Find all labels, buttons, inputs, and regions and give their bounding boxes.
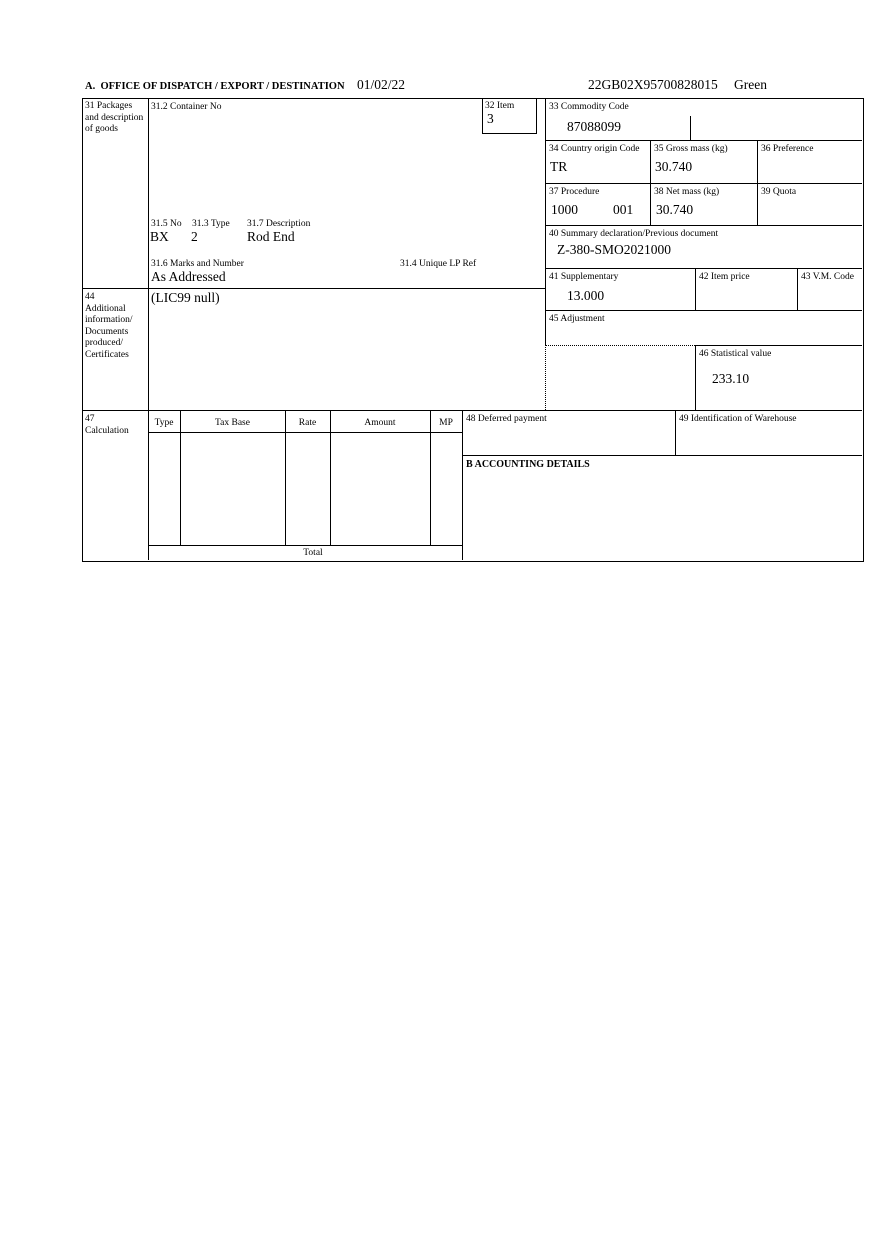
divider-row41-top — [545, 268, 862, 269]
calc-header-rate: Rate — [298, 418, 317, 428]
calc-col-type-border — [180, 410, 181, 545]
calc-header-mp: MP — [439, 418, 453, 428]
divider-row40-top — [545, 225, 862, 226]
box33-label: 33 Commodity Code — [549, 102, 629, 112]
box44-label — [85, 292, 147, 361]
form-outer-border — [82, 98, 864, 562]
box31-2-label: 31.2 Container No — [151, 102, 222, 112]
box39-label: 39 Quota — [761, 187, 797, 197]
box44-value: (LIC99 null) — [151, 290, 220, 305]
box43-label: 43 V.M. Code — [801, 272, 854, 282]
divider-col43 — [797, 268, 798, 310]
accounting-top-border — [462, 455, 862, 456]
goods-right-divider — [545, 98, 546, 345]
box38-label: 38 Net mass (kg) — [654, 187, 720, 197]
box31-6-value: As Addressed — [151, 269, 226, 284]
calc-header-type: Type — [154, 418, 174, 428]
box31-5-value: BX — [150, 229, 169, 244]
box32-value: 3 — [487, 111, 494, 126]
box46-label: 46 Statistical value — [699, 349, 772, 359]
box46-value: 233.10 — [712, 371, 750, 386]
box38-value: 30.740 — [656, 202, 694, 217]
calc-total-top-border — [148, 545, 462, 546]
box31-label: 31 Packages and description of goods — [85, 101, 144, 135]
divider-row34-top — [545, 140, 862, 141]
box31-4-label: 31.4 Unique LP Ref — [400, 259, 477, 269]
box41-value: 13.000 — [567, 288, 605, 303]
declaration-date: 01/02/22 — [357, 77, 406, 92]
divider-col49 — [675, 410, 676, 455]
calc-table-right-border — [462, 410, 463, 560]
accounting-details-label: B ACCOUNTING DETAILS — [466, 459, 590, 470]
box31-6-label: 31.6 Marks and Number — [151, 259, 244, 269]
box44-text: Additional information/ Documents produced/ Certificates — [85, 303, 133, 360]
box32-label: 32 Item — [485, 101, 515, 111]
box37-label: 37 Procedure — [549, 187, 600, 197]
box34-label: 34 Country origin Code — [549, 144, 640, 154]
divider-row45-top — [545, 310, 862, 311]
commodity-code-divider — [690, 116, 691, 140]
divider-row37-top — [545, 183, 862, 184]
box31-3-value: 2 — [191, 229, 198, 244]
routing-status: Green — [734, 77, 767, 92]
box47-text: Calculation — [85, 425, 129, 436]
calc-col-amount-border — [430, 410, 431, 545]
box44-top-border — [82, 288, 545, 289]
box47-label — [85, 414, 147, 437]
calc-header-taxbase: Tax Base — [215, 418, 250, 428]
box35-label: 35 Gross mass (kg) — [654, 144, 728, 154]
box47-top-border — [82, 410, 862, 411]
box33-value: 87088099 — [567, 119, 621, 134]
dotted-top-border — [545, 345, 695, 346]
calc-col-rate-border — [330, 410, 331, 545]
box46-top-border — [695, 345, 862, 346]
box44-number: 44 — [85, 292, 95, 302]
divider-col35 — [650, 140, 651, 225]
calc-total-label: Total — [303, 548, 323, 558]
divider-col36 — [757, 140, 758, 225]
box31-3-label: 31.3 Type — [192, 219, 230, 229]
box41-label: 41 Supplementary — [549, 272, 619, 282]
box42-label: 42 Item price — [699, 272, 750, 282]
box37-value-a: 1000 — [551, 202, 578, 217]
calc-header-bottom-border — [148, 432, 462, 433]
box36-label: 36 Preference — [761, 144, 814, 154]
box35-value: 30.740 — [655, 159, 693, 174]
box34-value: TR — [550, 159, 568, 174]
calc-col-taxbase-border — [285, 410, 286, 545]
mrn-number: 22GB02X95700828015 — [588, 77, 718, 92]
box31-7-value: Rod End — [247, 229, 295, 244]
box31-5-label: 31.5 No — [151, 219, 182, 229]
box47-number: 47 — [85, 414, 95, 424]
box40-value: Z-380-SMO2021000 — [557, 242, 671, 257]
calc-header-amount: Amount — [364, 418, 396, 428]
box46-left-border — [695, 345, 696, 410]
office-of-dispatch-label: A. OFFICE OF DISPATCH / EXPORT / DESTINATION — [85, 81, 345, 92]
box45-label: 45 Adjustment — [549, 314, 605, 324]
box40-label: 40 Summary declaration/Previous document — [549, 229, 719, 239]
box48-label: 48 Deferred payment — [466, 414, 547, 424]
dotted-left-border — [545, 345, 546, 410]
left-column-divider — [148, 98, 149, 560]
box49-label: 49 Identification of Warehouse — [679, 414, 797, 424]
divider-col42 — [695, 268, 696, 310]
box37-value-b: 001 — [613, 202, 634, 217]
box31-7-label: 31.7 Description — [247, 219, 311, 229]
